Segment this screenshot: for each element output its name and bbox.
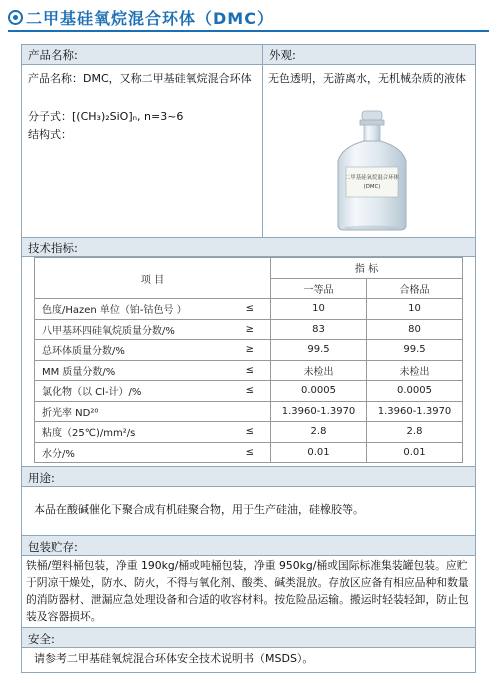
bottle-label-line1: 二甲基硅氧烷混合环体	[345, 175, 399, 181]
table-row	[35, 442, 463, 463]
spec-grade2-value: 2.8	[367, 422, 463, 443]
spec-item: 八甲基环四硅氧烷质量分数/%	[35, 319, 215, 340]
molecular-formula: 分子式：[(CH₃)₂SiO]ₙ, n=3~6	[28, 110, 184, 123]
page-title-text: 二甲基硅氧烷混合环体（DMC）	[26, 9, 274, 28]
spec-col-grade2: 合格品	[367, 278, 463, 299]
spec-item: 折光率 ND²⁰	[35, 401, 215, 422]
spec-grade1-value: 10	[271, 299, 367, 320]
appearance-text: 无色透明，无游离水，无机械杂质的液体	[268, 72, 466, 85]
storage-text: 铁桶/塑料桶包装，净重 190kg/桶或吨桶包装，净重 950kg/桶或国际标准集装罐包装。应贮于阴凉干燥处，防水、防火，不得与氧化剂、酸类、碱类混放。存放区应备有相应品种和数量的消防器材、泄漏应急处理设备和合适的收容材料。按危险品运输。搬运时轻装轻卸，防止包装及容器损坏。	[26, 559, 469, 623]
spec-item: MM 质量分数/%	[35, 360, 215, 381]
spec-item: 氯化物（以 Cl-计）/%	[35, 381, 215, 402]
spec-grade2-value: 1.3960-1.3970	[367, 401, 463, 422]
page-title	[8, 6, 274, 29]
spec-operator: ≥	[214, 319, 271, 340]
spec-grade2-value: 80	[367, 319, 463, 340]
column-divider	[262, 45, 263, 237]
product-name-header: 产品名称:	[22, 45, 263, 65]
safety-header: 安全:	[22, 627, 475, 648]
spec-grade2-value: 0.0005	[367, 381, 463, 402]
circle-bullet-icon	[8, 10, 23, 25]
spec-operator: ≤	[214, 360, 271, 381]
product-bottle-image	[322, 109, 422, 233]
spec-grade1-value: 2.8	[271, 422, 367, 443]
specs-table	[34, 257, 463, 463]
spec-grade1-value: 1.3960-1.3970	[271, 401, 367, 422]
spec-col-item: 项 目	[35, 258, 271, 299]
spec-col-index: 指 标	[271, 258, 463, 279]
spec-operator: ≥	[214, 340, 271, 361]
spec-operator: ≤	[214, 422, 271, 443]
spec-grade1-value: 0.01	[271, 442, 367, 463]
spec-grade1-value: 99.5	[271, 340, 367, 361]
spec-grade1-value: 83	[271, 319, 367, 340]
spec-operator: ≤	[214, 299, 271, 320]
spec-grade2-value: 99.5	[367, 340, 463, 361]
table-row	[35, 381, 463, 402]
spec-item: 总环体质量分数/%	[35, 340, 215, 361]
table-row	[35, 360, 463, 381]
spec-grade1-value: 未检出	[271, 360, 367, 381]
spec-grade2-value: 未检出	[367, 360, 463, 381]
spec-item: 水分/%	[35, 442, 215, 463]
safety-text: 请参考二甲基硅氧烷混合环体安全技术说明书（MSDS）。	[34, 652, 314, 665]
spec-item: 粘度（25℃)/mm²/s	[35, 422, 215, 443]
table-row	[35, 340, 463, 361]
spec-grade2-value: 0.01	[367, 442, 463, 463]
spec-operator	[214, 401, 271, 422]
storage-header: 包装贮存:	[22, 535, 475, 556]
product-name-text: 产品名称：DMC，又称二甲基硅氧烷混合环体	[28, 72, 252, 85]
spec-grade2-value: 10	[367, 299, 463, 320]
spec-operator: ≤	[214, 381, 271, 402]
bottle-label-line2: (DMC)	[363, 184, 381, 190]
spec-item: 色度/Hazen 单位（铂-钴色号 ）	[35, 299, 215, 320]
usage-header: 用途:	[22, 466, 475, 487]
structure-label: 结构式：	[28, 128, 72, 141]
datasheet-frame	[21, 44, 476, 673]
table-row	[35, 299, 463, 320]
spec-col-grade1: 一等品	[271, 278, 367, 299]
table-row	[35, 401, 463, 422]
title-underline	[8, 30, 489, 32]
table-row	[35, 319, 463, 340]
appearance-header: 外观:	[263, 45, 475, 65]
specs-header: 技术指标:	[22, 237, 475, 257]
table-row	[35, 422, 463, 443]
spec-grade1-value: 0.0005	[271, 381, 367, 402]
spec-operator: ≤	[214, 442, 271, 463]
usage-text: 本品在酸碱催化下聚合成有机硅聚合物，用于生产硅油，硅橡胶等。	[34, 503, 364, 516]
